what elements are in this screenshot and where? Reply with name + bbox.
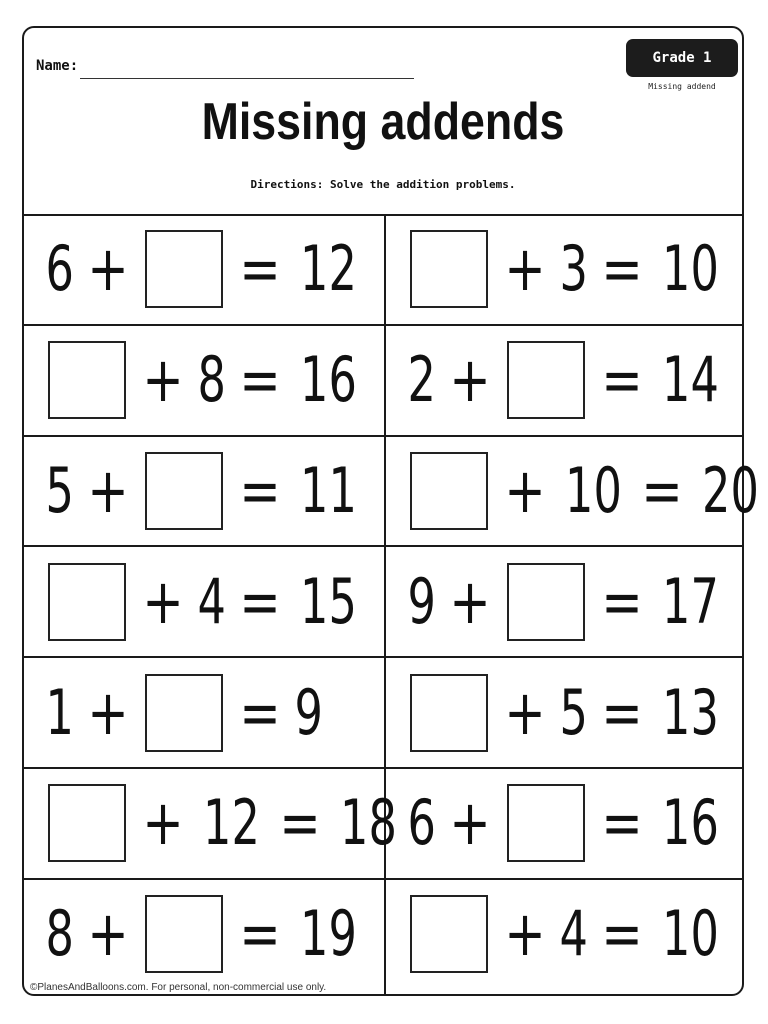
first-addend: 5 — [45, 453, 74, 527]
problem-cell — [24, 436, 384, 547]
first-addend: 8 — [45, 897, 74, 971]
equation — [24, 214, 384, 325]
problem-cell — [386, 879, 746, 990]
equals-sign: = — [239, 343, 282, 417]
sum: 14 — [662, 343, 720, 417]
plus-sign: + — [504, 897, 546, 971]
directions: Directions: Solve the addition problems. — [250, 178, 516, 191]
plus-sign: + — [87, 232, 130, 306]
second-addend: 4 — [559, 897, 588, 971]
sum: 16 — [662, 786, 720, 860]
first-addend: 2 — [407, 343, 436, 417]
first-addend: 6 — [45, 232, 74, 306]
equation — [24, 768, 397, 879]
copyright-footer: ©PlanesAndBalloons.com. For personal, non-commercial use only. — [30, 982, 330, 993]
equation — [386, 768, 746, 879]
sum: 17 — [662, 564, 720, 638]
answer-box[interactable] — [507, 784, 585, 862]
sum: 18 — [339, 786, 397, 860]
second-addend: 5 — [559, 675, 588, 749]
problem-cell — [386, 546, 746, 657]
equation — [386, 325, 746, 436]
equals-sign: = — [601, 343, 644, 417]
equals-sign: = — [239, 675, 282, 749]
sum: 16 — [300, 343, 358, 417]
problem-cell — [24, 657, 384, 768]
second-addend: 3 — [559, 232, 588, 306]
equals-sign: = — [279, 786, 321, 860]
name-line[interactable] — [80, 78, 414, 79]
plus-sign: + — [142, 564, 184, 638]
plus-sign: + — [449, 343, 492, 417]
equals-sign: = — [601, 675, 644, 749]
answer-box[interactable] — [507, 341, 585, 419]
problem-cell — [24, 546, 384, 657]
equals-sign: = — [239, 453, 282, 527]
equals-sign: = — [601, 897, 644, 971]
grade-badge: Grade 1 — [626, 39, 738, 77]
equation — [386, 546, 746, 657]
problem-cell — [24, 768, 397, 879]
name-label: Name: — [36, 58, 79, 74]
sum: 13 — [662, 675, 720, 749]
problem-cell — [386, 657, 746, 768]
equation — [386, 436, 759, 547]
sum: 9 — [294, 675, 324, 749]
equation — [386, 214, 746, 325]
answer-box[interactable] — [145, 674, 223, 752]
answer-box[interactable] — [145, 230, 223, 308]
worksheet-header — [24, 28, 742, 216]
answer-box[interactable] — [410, 895, 488, 973]
equals-sign: = — [239, 232, 282, 306]
equals-sign: = — [601, 564, 644, 638]
plus-sign: + — [87, 897, 130, 971]
problem-cell — [386, 768, 746, 879]
equation — [24, 657, 384, 768]
worksheet — [22, 26, 759, 996]
plus-sign: + — [142, 786, 184, 860]
answer-box[interactable] — [145, 895, 223, 973]
page-title: Missing addends — [201, 93, 565, 151]
sum: 19 — [300, 897, 358, 971]
problem-cell — [24, 214, 384, 325]
problem-cell — [24, 325, 384, 436]
first-addend: 6 — [407, 786, 436, 860]
plus-sign: + — [142, 343, 184, 417]
sum: 11 — [300, 453, 358, 527]
plus-sign: + — [504, 675, 546, 749]
equals-sign: = — [239, 564, 282, 638]
plus-sign: + — [449, 786, 492, 860]
answer-box[interactable] — [507, 563, 585, 641]
problem-cell — [386, 214, 746, 325]
equation — [24, 879, 384, 990]
sum: 20 — [701, 453, 759, 527]
second-addend: 4 — [197, 564, 226, 638]
equation — [24, 546, 384, 657]
second-addend: 12 — [203, 786, 260, 860]
plus-sign: + — [87, 675, 130, 749]
plus-sign: + — [504, 453, 546, 527]
answer-box[interactable] — [410, 674, 488, 752]
problem-cell — [386, 325, 746, 436]
sum: 15 — [300, 564, 358, 638]
answer-box[interactable] — [48, 563, 126, 641]
plus-sign: + — [87, 453, 130, 527]
sum: 10 — [662, 897, 720, 971]
problem-cell — [24, 879, 384, 990]
problem-cell — [386, 436, 759, 547]
equation — [24, 436, 384, 547]
answer-box[interactable] — [410, 230, 488, 308]
equals-sign: = — [239, 897, 282, 971]
equation — [24, 325, 384, 436]
equals-sign: = — [601, 786, 644, 860]
equation — [386, 879, 746, 990]
answer-box[interactable] — [410, 452, 488, 530]
answer-box[interactable] — [48, 341, 126, 419]
equals-sign: = — [601, 232, 644, 306]
first-addend: 9 — [407, 564, 436, 638]
first-addend: 1 — [45, 675, 74, 749]
second-addend: 10 — [565, 453, 622, 527]
problem-grid — [24, 214, 759, 994]
second-addend: 8 — [197, 343, 226, 417]
sum: 12 — [300, 232, 358, 306]
equals-sign: = — [641, 453, 683, 527]
answer-box[interactable] — [48, 784, 126, 862]
plus-sign: + — [504, 232, 546, 306]
sum: 10 — [662, 232, 720, 306]
plus-sign: + — [449, 564, 492, 638]
answer-box[interactable] — [145, 452, 223, 530]
subtopic-label: Missing addend — [648, 82, 716, 91]
equation — [386, 657, 746, 768]
